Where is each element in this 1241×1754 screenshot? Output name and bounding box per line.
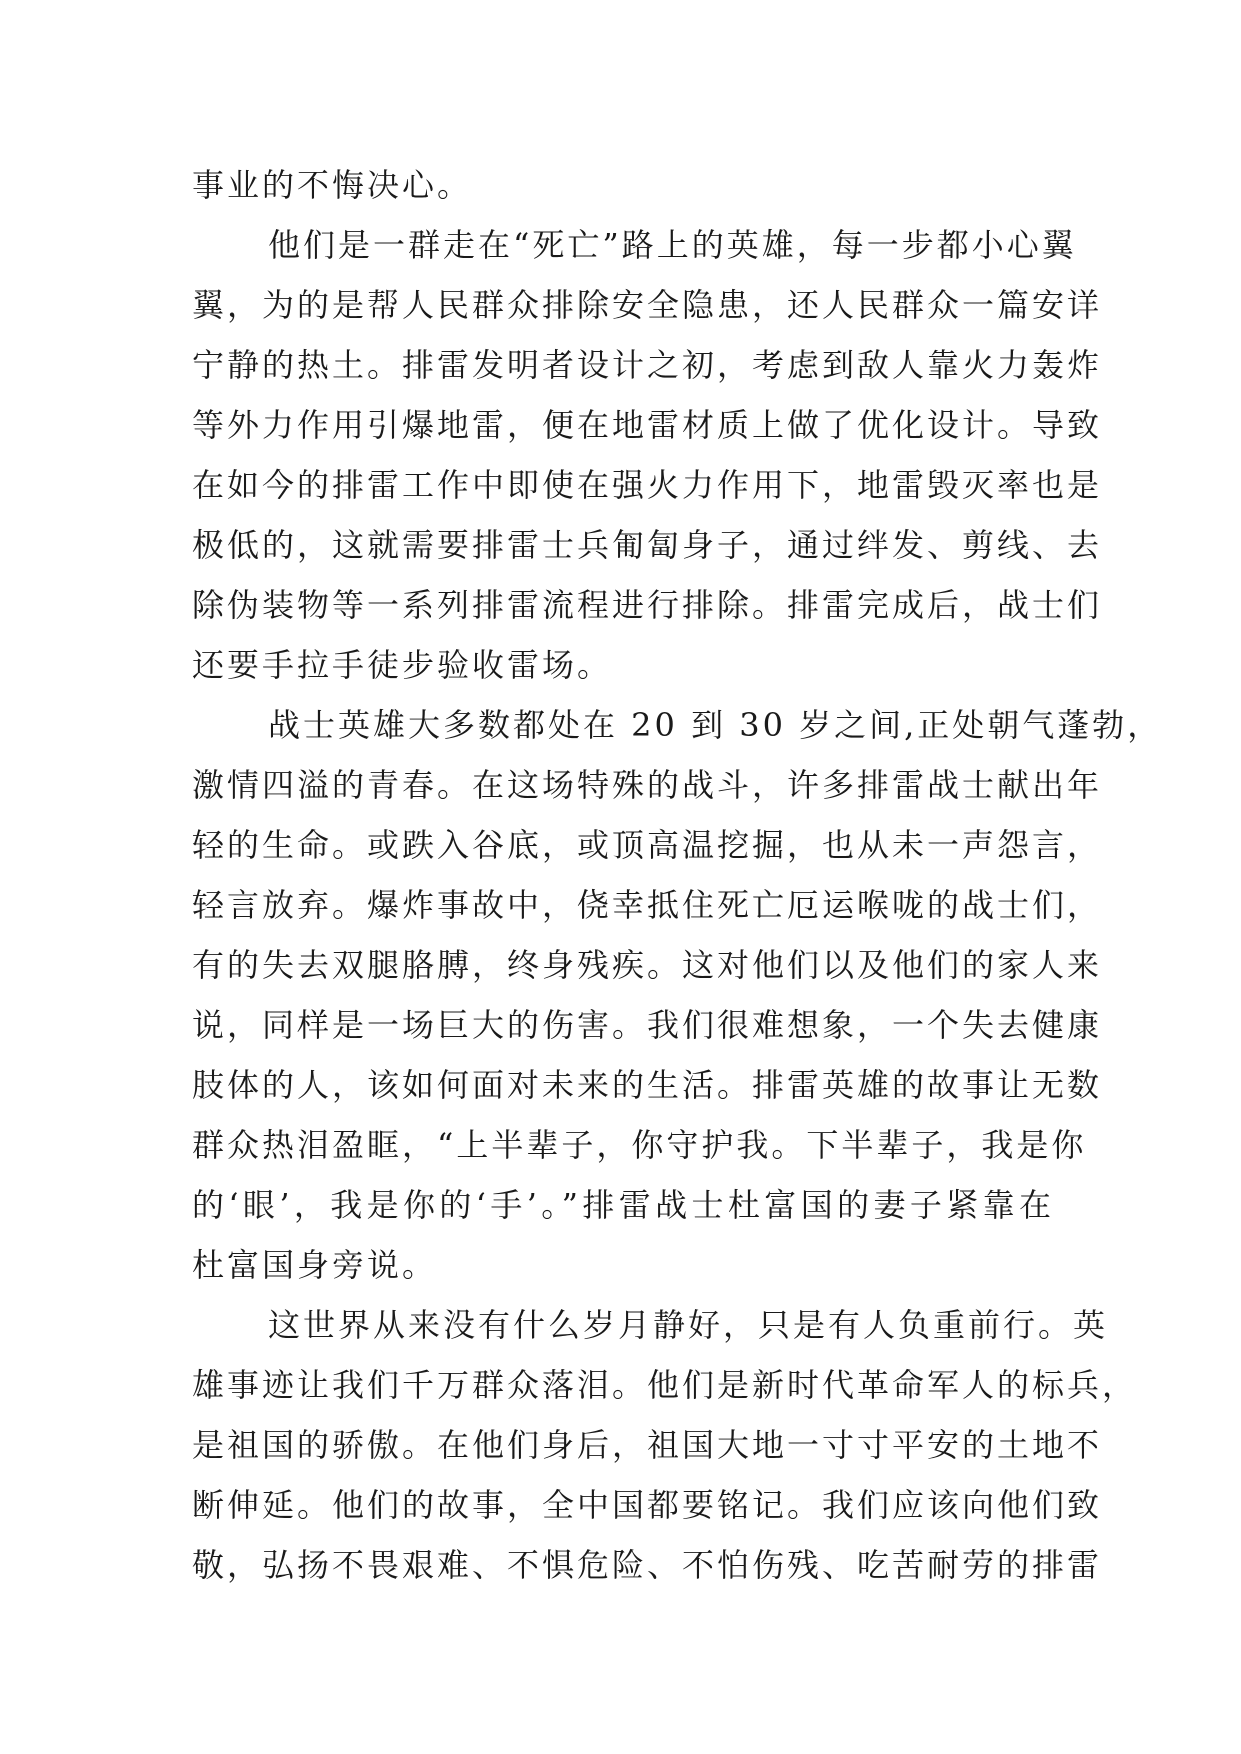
text-line: 轻言放弃。爆炸事故中，侥幸抵住死亡厄运喉咙的战士们，: [192, 886, 1103, 924]
text-line: 翼，为的是帮人民群众排除安全隐患，还人民群众一篇安详: [192, 286, 1103, 324]
text-line: 战士英雄大多数都处在 20 到 30 岁之间,正处朝气蓬勃，: [268, 706, 1163, 744]
text-line: 极低的，这就需要排雷士兵匍匐身子，通过绊发、剪线、去: [192, 526, 1103, 564]
text-line: 有的失去双腿胳膊，终身残疾。这对他们以及他们的家人来: [192, 946, 1103, 984]
text-line: 他们是一群走在“死亡”路上的英雄，每一步都小心翼: [268, 226, 1077, 264]
text-line: 雄事迹让我们千万群众落泪。他们是新时代革命军人的标兵，: [192, 1366, 1138, 1404]
text-line: 除伪装物等一系列排雷流程进行排除。排雷完成后，战士们: [192, 586, 1103, 624]
text-line: 在如今的排雷工作中即使在强火力作用下，地雷毁灭率也是: [192, 466, 1103, 504]
text-line: 轻的生命。或跌入谷底，或顶高温挖掘，也从未一声怨言，: [192, 826, 1103, 864]
text-line: 激情四溢的青春。在这场特殊的战斗，许多排雷战士献出年: [192, 766, 1103, 804]
text-line: 是祖国的骄傲。在他们身后，祖国大地一寸寸平安的土地不: [192, 1426, 1103, 1464]
text-line: 杜富国身旁说。: [192, 1246, 438, 1284]
text-line: 这世界从来没有什么岁月静好，只是有人负重前行。英: [268, 1306, 1109, 1344]
text-line: 宁静的热土。排雷发明者设计之初，考虑到敌人靠火力轰炸: [192, 346, 1103, 384]
text-line: 敬，弘扬不畏艰难、不惧危险、不怕伤残、吃苦耐劳的排雷: [192, 1546, 1103, 1584]
text-line: 断伸延。他们的故事，全中国都要铭记。我们应该向他们致: [192, 1486, 1103, 1524]
text-line: 等外力作用引爆地雷，便在地雷材质上做了优化设计。导致: [192, 406, 1103, 444]
text-line: 群众热泪盈眶，“上半辈子，你守护我。下半辈子，我是你: [192, 1126, 1087, 1164]
text-line: 说，同样是一场巨大的伤害。我们很难想象，一个失去健康: [192, 1006, 1103, 1044]
text-line: 肢体的人，该如何面对未来的生活。排雷英雄的故事让无数: [192, 1066, 1103, 1104]
text-line: 事业的不悔决心。: [192, 166, 473, 204]
text-line: 的‘眼’，我是你的‘手’。”排雷战士杜富国的妻子紧靠在: [192, 1186, 1054, 1224]
text-line: 还要手拉手徒步验收雷场。: [192, 646, 613, 684]
body-text: [192, 155, 1163, 1595]
